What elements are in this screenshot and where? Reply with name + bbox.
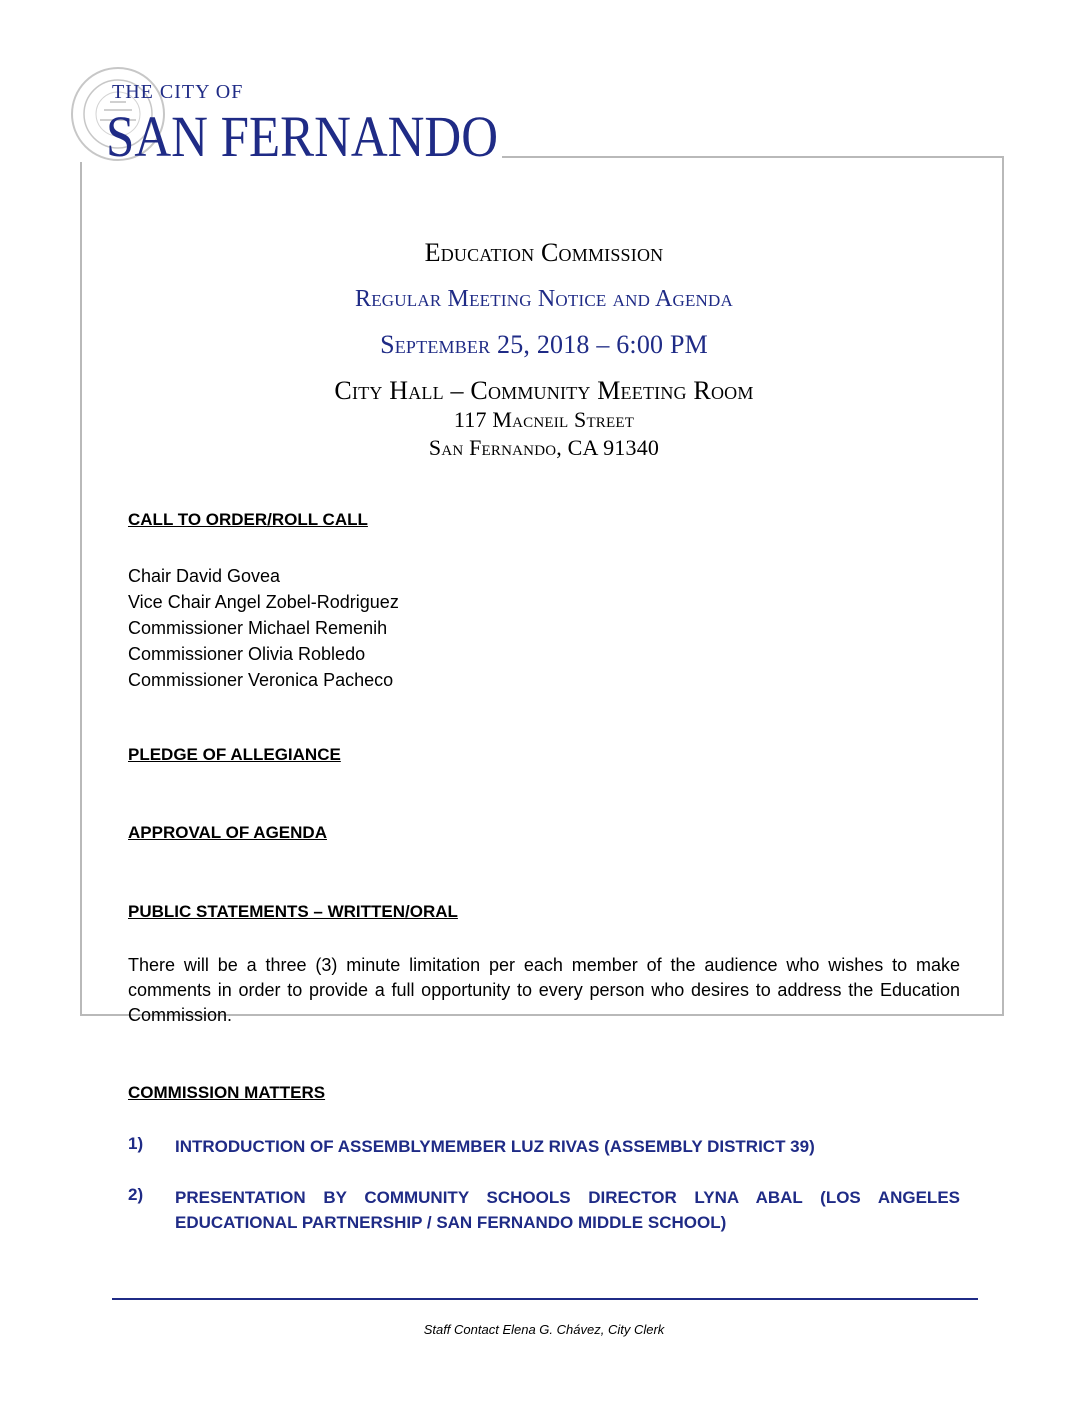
commission-title: Education Commission: [424, 238, 664, 267]
section-public-statements: PUBLIC STATEMENTS – WRITTEN/ORAL: [128, 902, 458, 921]
roster-item: Commissioner Olivia Robledo: [128, 644, 366, 664]
roster-list: [128, 563, 399, 693]
public-statements-text: There will be a three (3) minute limitation per each member of the audience who wishes to make comments in order to provide a full opportunity to every person who desires to address the Education Commission.: [128, 955, 960, 1025]
roster-item: Chair David Govea: [128, 566, 281, 586]
agenda-subtitle: Regular Meeting Notice and Agenda: [355, 286, 733, 312]
meeting-datetime: September 25, 2018 – 6:00 PM: [380, 330, 708, 359]
agenda-item-text: PRESENTATION BY COMMUNITY SCHOOLS DIRECTOR LYNA ABAL (LOS ANGELES EDUCATIONAL PARTNERSHIP / SAN FERNANDO MIDDLE SCHOOL): [175, 1188, 960, 1232]
logo-line2: SAN FERNANDO: [106, 104, 498, 169]
section-commission-matters: COMMISSION MATTERS: [128, 1083, 326, 1102]
roster-item: Vice Chair Angel Zobel-Rodriguez: [128, 592, 399, 612]
agenda-item-number: 1): [128, 1134, 144, 1153]
roster-item: Commissioner Michael Remenih: [128, 618, 388, 638]
city-logo: [70, 58, 510, 178]
agenda-item-number: 2): [128, 1185, 144, 1204]
meeting-street: 117 Macneil Street: [453, 407, 635, 432]
meeting-city: San Fernando, CA 91340: [428, 435, 660, 460]
logo-line1: THE CITY OF: [112, 81, 244, 103]
meeting-header: [0, 238, 1088, 462]
footer-divider: [112, 1298, 978, 1300]
staff-contact: Staff Contact Elena G. Chávez, City Clerk: [423, 1322, 665, 1337]
section-approval: APPROVAL OF AGENDA: [128, 823, 327, 842]
section-pledge: PLEDGE OF ALLEGIANCE: [128, 745, 341, 764]
agenda-item-text: INTRODUCTION OF ASSEMBLYMEMBER LUZ RIVAS (ASSEMBLY DISTRICT 39): [175, 1137, 815, 1156]
meeting-location: City Hall – Community Meeting Room: [334, 376, 754, 405]
section-roll-call: CALL TO ORDER/ROLL CALL: [128, 510, 368, 529]
roster-item: Commissioner Veronica Pacheco: [128, 670, 394, 690]
